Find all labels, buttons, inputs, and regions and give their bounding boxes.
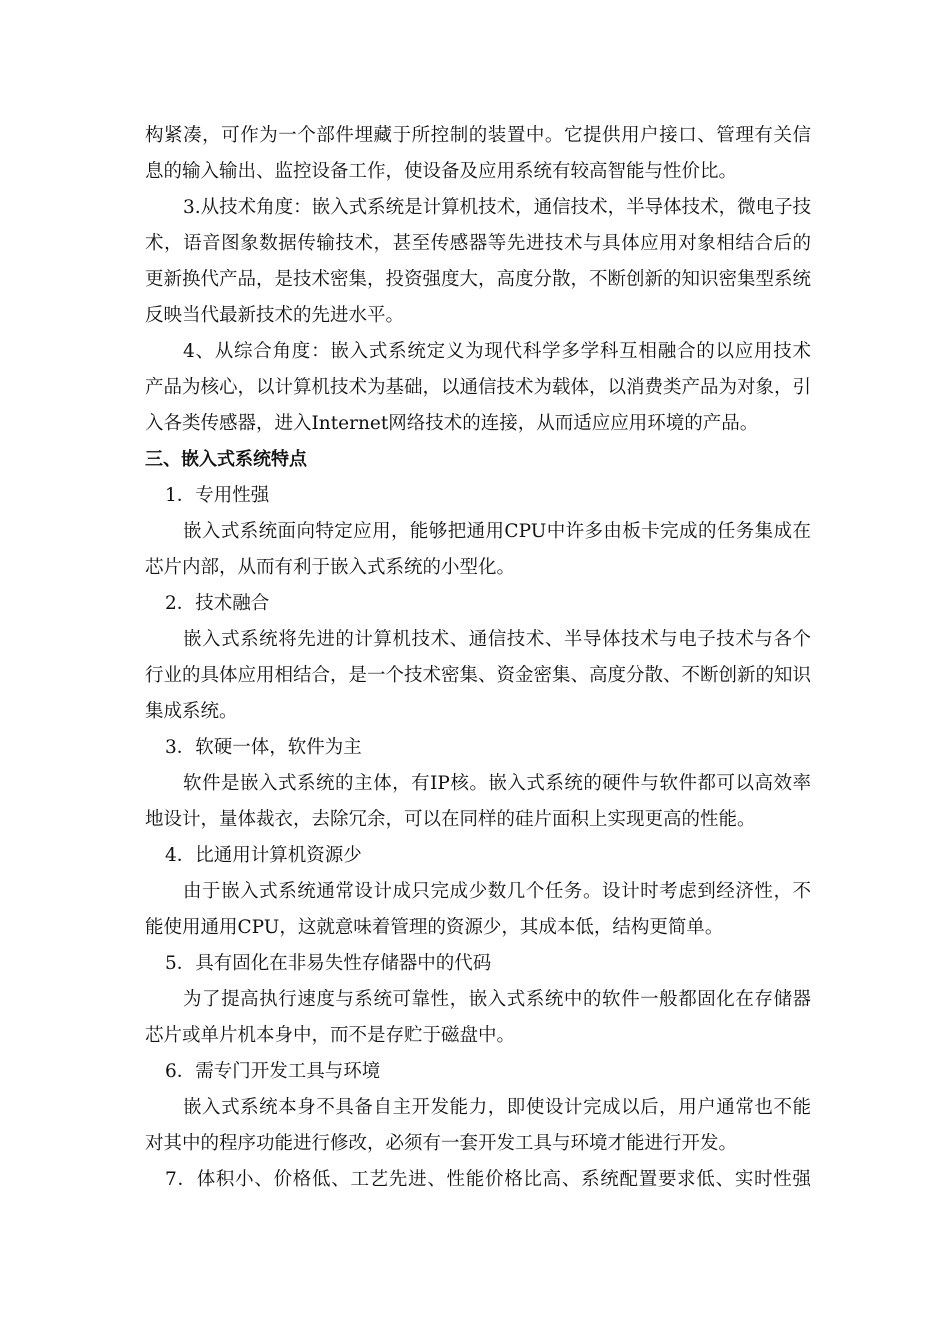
paragraph-line: 息的输入输出、监控设备工作，使设备及应用系统有较高智能与性价比。 [145,161,738,182]
feature-title: 1．专用性强 [165,485,270,506]
paragraph-line: 集成系统。 [145,701,238,722]
feature-item [145,478,811,586]
feature-title: 7．体积小、价格低、工艺先进、性能价格比高、系统配置要求低、实时性强 [165,1169,811,1190]
paragraph-line: 为了提高执行速度与系统可靠性，嵌入式系统中的软件一般都固化在存储器 [183,989,811,1010]
feature-item [145,1054,811,1162]
feature-title: 6．需专门开发工具与环境 [165,1061,381,1082]
intro-paragraph [145,118,811,190]
paragraph-line: 3.从技术角度：嵌入式系统是计算机技术，通信技术，半导体技术，微电子技 [183,197,811,218]
feature-title: 3．软硬一体，软件为主 [165,737,362,758]
section-heading: 三、嵌入式系统特点 [145,449,307,470]
paragraph-line: 由于嵌入式系统通常设计成只完成少数几个任务。设计时考虑到经济性，不 [183,881,811,902]
paragraph-line: 能使用通用CPU，这就意味着管理的资源少，其成本低，结构更简单。 [145,917,724,938]
feature-item [145,946,811,1054]
paragraph-line: 芯片内部，从而有利于嵌入式系统的小型化。 [145,557,516,578]
document-body [145,118,811,1198]
feature-item [145,730,811,838]
paragraph-line: 嵌入式系统本身不具备自主开发能力，即使设计完成以后，用户通常也不能 [183,1097,811,1118]
paragraph-line: 地设计，量体裁衣，去除冗余，可以在同样的硅片面积上实现更高的性能。 [145,809,756,830]
paragraph-line: 4、从综合角度：嵌入式系统定义为现代科学多学科互相融合的以应用技术 [183,341,811,362]
paragraph-line: 芯片或单片机本身中，而不是存贮于磁盘中。 [145,1025,516,1046]
paragraph-line: 构紧凑，可作为一个部件埋藏于所控制的装置中。它提供用户接口、管理有关信 [145,125,811,146]
paragraph-line: 产品为核心，以计算机技术为基础，以通信技术为载体，以消费类产品为对象，引 [145,377,811,398]
feature-title: 4．比通用计算机资源少 [165,845,362,866]
paragraph-line: 术，语音图象数据传输技术，甚至传感器等先进技术与具体应用对象相结合后的 [145,233,811,254]
paragraph-line: 更新换代产品，是技术密集，投资强度大，高度分散，不断创新的知识密集型系统 [145,269,811,290]
feature-item [145,838,811,946]
feature-item [145,1162,811,1198]
feature-title: 5．具有固化在非易失性存储器中的代码 [165,953,492,974]
feature-title: 2．技术融合 [165,593,270,614]
paragraph-line: 反映当代最新技术的先进水平。 [145,305,405,326]
overall-angle-paragraph [145,334,811,442]
paragraph-line: 对其中的程序功能进行修改，必须有一套开发工具与环境才能进行开发。 [145,1133,738,1154]
paragraph-line: 软件是嵌入式系统的主体，有IP核。嵌入式系统的硬件与软件都可以高效率 [183,773,811,794]
feature-item [145,586,811,730]
tech-angle-paragraph [145,190,811,334]
paragraph-line: 嵌入式系统将先进的计算机技术、通信技术、半导体技术与电子技术与各个 [183,629,811,650]
paragraph-line: 行业的具体应用相结合，是一个技术密集、资金密集、高度分散、不断创新的知识 [145,665,811,686]
paragraph-line: 入各类传感器，进入Internet网络技术的连接，从而适应应用环境的产品。 [145,413,759,434]
paragraph-line: 嵌入式系统面向特定应用，能够把通用CPU中许多由板卡完成的任务集成在 [183,521,811,542]
